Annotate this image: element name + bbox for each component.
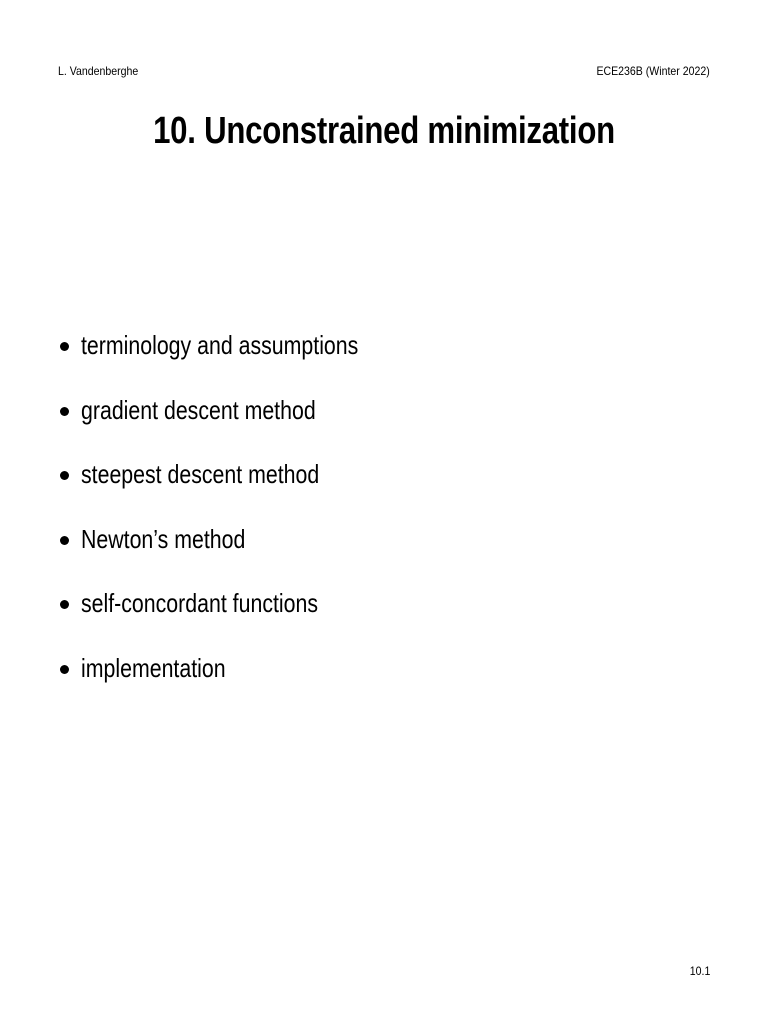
page-number: 10.1 <box>689 964 710 978</box>
slide-title: 10. Unconstrained minimization <box>153 110 615 152</box>
header-course: ECE236B (Winter 2022) <box>596 64 710 78</box>
bullet-icon <box>60 407 69 416</box>
list-item-text: gradient descent method <box>81 394 316 425</box>
list-item-text: steepest descent method <box>81 459 320 490</box>
list-item-text: Newton’s method <box>81 523 246 554</box>
bullet-icon <box>60 471 69 480</box>
bullet-icon <box>60 342 69 351</box>
bullet-icon <box>60 536 69 545</box>
bullet-icon <box>60 600 69 609</box>
header-author: L. Vandenberghe <box>58 64 139 78</box>
list-item-text: terminology and assumptions <box>81 330 359 360</box>
list-item-text: implementation <box>81 652 226 683</box>
list-item-text: self-concordant functions <box>81 588 319 619</box>
bullet-icon <box>60 665 69 674</box>
